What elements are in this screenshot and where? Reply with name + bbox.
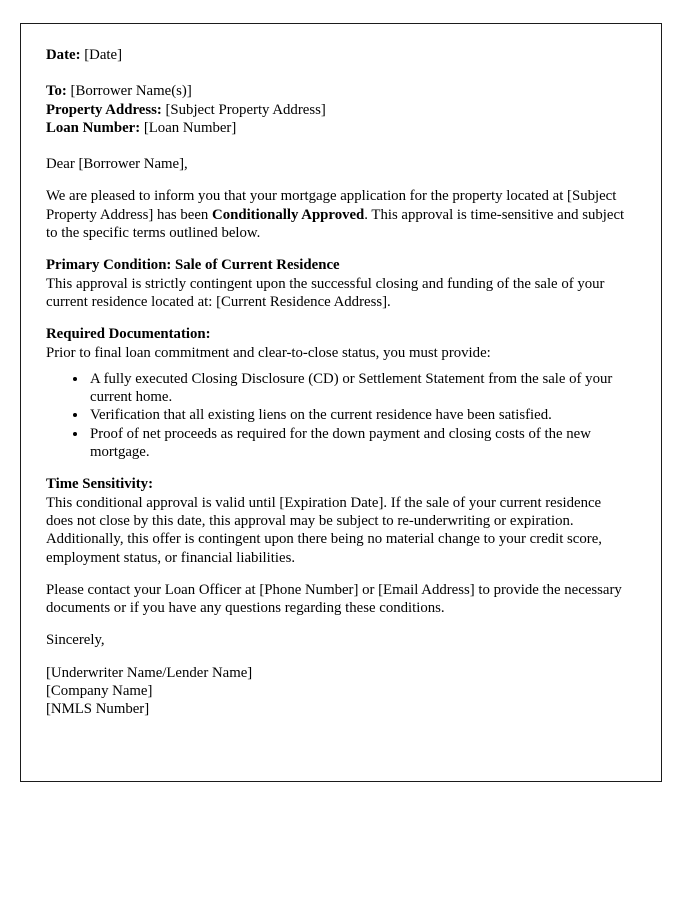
signature-nmls-number: [NMLS Number] [46, 701, 150, 718]
list-item: • Proof of net proceeds as required for the down payment and closing costs of the new mortgage. [88, 425, 625, 462]
recipient-field [46, 82, 625, 100]
section-heading-required-documentation: Required Documentation: [46, 326, 211, 343]
section-heading-primary-condition: Primary Condition: Sale of Current Residence [46, 257, 340, 274]
property-address-value: [Subject Property Address] [165, 101, 326, 118]
spacer [46, 617, 625, 631]
intro-paragraph [46, 187, 625, 242]
loan-number-label: Loan Number: [46, 119, 141, 136]
signature-company-name: [Company Name] [46, 683, 153, 700]
salutation: Dear [Borrower Name], [46, 156, 188, 173]
date-label: Date: [46, 47, 81, 63]
spacer [46, 311, 625, 325]
property-address-label: Property Address: [46, 101, 162, 118]
section-body-primary-condition: This approval is strictly contingent upon the successful closing and funding of the sale of your current residence located at: [Current Residence Address]. [46, 275, 605, 310]
loan-number-field [46, 119, 625, 137]
list-item: • Verification that all existing liens on the current residence have been satisfied. [88, 406, 625, 424]
spacer [46, 64, 625, 82]
closing-salutation: Sincerely, [46, 632, 105, 649]
intro-text-before: We are pleased to inform you that your mortgage application for the property located at [Subject Property Address] has been [46, 188, 617, 223]
letter-page [20, 23, 662, 782]
spacer [46, 650, 625, 664]
date-value: [Date] [84, 47, 123, 63]
recipient-value: [Borrower Name(s)] [70, 83, 192, 100]
property-address-field [46, 101, 625, 119]
section-body-required-documentation: Prior to final loan commitment and clear-to-close status, you must provide: [46, 344, 491, 361]
date-field [46, 46, 625, 64]
spacer [46, 242, 625, 256]
spacer [46, 567, 625, 581]
spacer [46, 461, 625, 475]
required-documentation-list [46, 370, 625, 461]
letter-content [21, 24, 661, 719]
spacer [46, 173, 625, 187]
spacer [46, 137, 625, 155]
section-heading-time-sensitivity: Time Sensitivity: [46, 476, 154, 493]
contact-paragraph: Please contact your Loan Officer at [Phone Number] or [Email Address] to provide the necessary documents or if you have any questions regarding these conditions. [46, 581, 622, 617]
section-body-time-sensitivity: This conditional approval is valid until [Expiration Date]. If the sale of your current residence does not close by this date, this approval may be subject to re-underwriting or expiration. Additionally, this offer is contingent upon there being no material change to your credit score, employment status, or financial liabilities. [46, 494, 602, 566]
conditionally-approved-emphasis: Conditionally Approved [212, 206, 365, 223]
recipient-label: To: [46, 83, 67, 100]
intro-text-after: . This approval is time-sensitive and subject to the specific terms outlined below. [46, 206, 625, 242]
signature-underwriter-name: [Underwriter Name/Lender Name] [46, 664, 253, 681]
loan-number-value: [Loan Number] [143, 119, 237, 136]
list-item: • A fully executed Closing Disclosure (CD) or Settlement Statement from the sale of your current home. [88, 370, 625, 407]
